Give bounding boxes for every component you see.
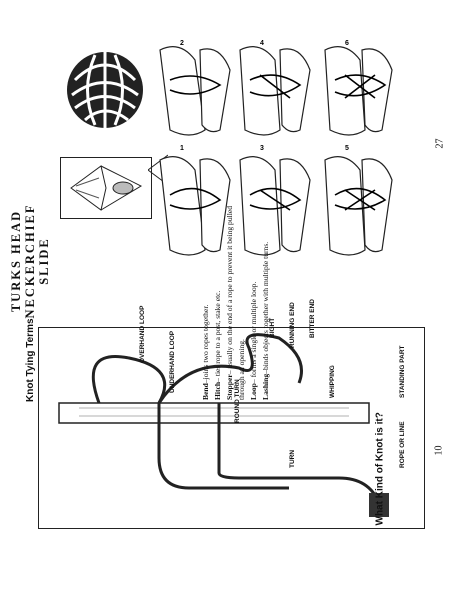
underhand-loop-label: UNDERHAND LOOP <box>169 330 176 393</box>
step-number: 4 <box>260 40 264 47</box>
rope-or-line-label: ROPE OR LINE <box>399 421 406 468</box>
turks-head-knot-image <box>60 40 150 140</box>
knot-definitions <box>200 20 272 400</box>
running-end-label: RUNNING END <box>289 302 296 348</box>
turn-label: TURN <box>289 449 296 468</box>
hand-steps-drawing <box>150 30 400 270</box>
round-turn-label: ROUND TURN <box>234 379 241 423</box>
title-line-2: SLIDE <box>37 237 51 285</box>
standing-part-label: STANDING PART <box>399 345 406 398</box>
definition-row: Bend–joins two ropes together. <box>201 304 210 400</box>
step-number: 2 <box>180 40 184 47</box>
definition-row: Lashing–binds objects together with multiple turns. <box>261 241 270 400</box>
neckerchief-icon <box>61 158 151 218</box>
neckerchief-inset <box>60 157 152 219</box>
what-kind-title: What Kind of Knot is it? <box>374 412 386 526</box>
overhand-loop-label: OVERHAND LOOP <box>139 305 146 363</box>
definition-row: Loop– forms a single or multiple loop. <box>249 281 258 400</box>
step-number: 1 <box>180 145 184 152</box>
definition-row: through an opening. <box>237 339 246 400</box>
definition-row: Stopper– usually on the end of a rope to prevent it being pulled <box>225 205 234 400</box>
page-number-left: 10 <box>433 445 445 456</box>
page-number-right: 27 <box>434 138 446 149</box>
whipping-label: WHIPPING <box>329 365 336 398</box>
bitter-end-label: BITTER END <box>309 299 316 338</box>
bight-label: BIGHT <box>269 317 276 338</box>
step-number: 6 <box>345 40 349 47</box>
step-number: 3 <box>260 145 264 152</box>
definition-row: Hitch– ties rope to a post, stake etc. <box>213 290 222 400</box>
step-number: 5 <box>345 145 349 152</box>
title-line-1: TURKS HEAD NECKERCHIEF <box>9 203 37 319</box>
knot-tying-terms-title: Knot Tying Terms <box>25 318 36 402</box>
